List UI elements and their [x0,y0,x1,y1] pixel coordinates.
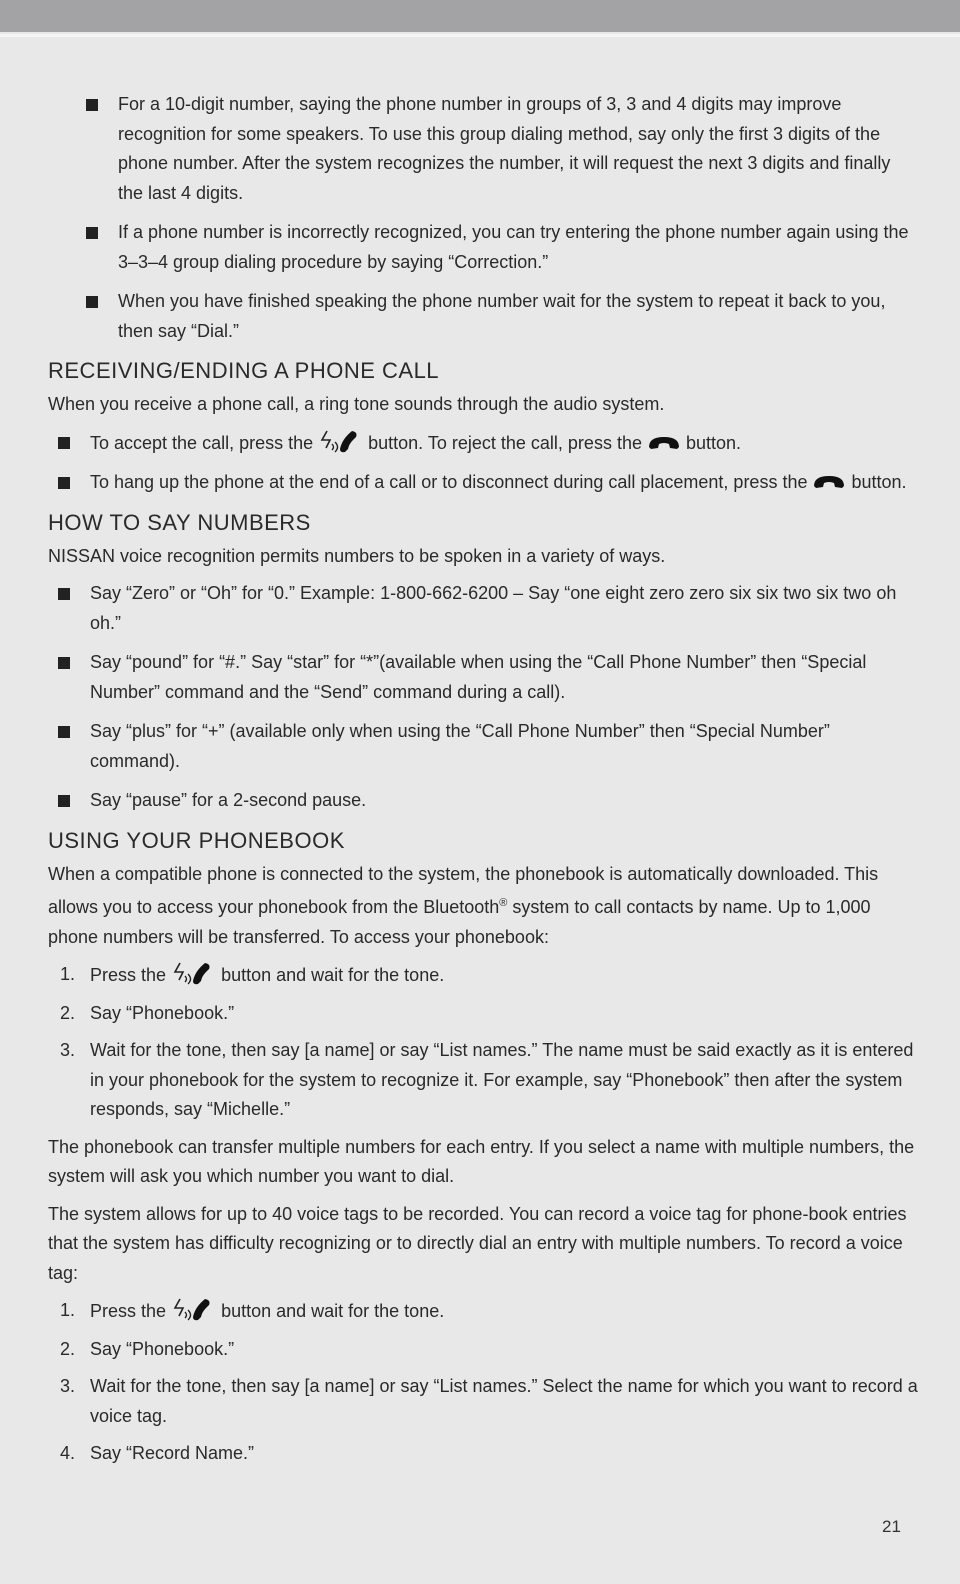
talk-phone-icon [171,1296,221,1322]
bullet-square-icon [86,99,98,111]
phonebook-intro: When a compatible phone is connected to the system, the phonebook is automatically downloaded. This allows you to access your phonebook from the Bluetooth® system to call contacts by name. Up to 1,000 phone numbers will be transferred. To access your phonebook: [48,863,879,947]
end-call-icon [647,433,681,451]
talk-phone-icon [318,428,368,454]
bullet-square-icon [86,227,98,239]
list-item: Say “pause” for a 2-second pause. [48,786,918,816]
step-item: 2. Say “Phonebook.” [60,1338,235,1359]
bullet-square-icon [58,588,70,600]
bullet-square-icon [58,437,70,449]
bullet-square-icon [58,795,70,807]
list-item: To accept the call, press the button. To reject the call, press the button. [48,428,918,459]
header-bar [0,0,960,32]
page-number: 21 [882,1517,901,1536]
step-item: 2. Say “Phonebook.” [60,1002,235,1023]
step-item: 1. Press the button and wait for the tone. [48,960,918,991]
bullet-square-icon [58,657,70,669]
section-heading-numbers: HOW TO SAY NUMBERS [48,509,311,535]
step-item: 4. Say “Record Name.” [60,1443,255,1463]
list-item: Say “pound” for “#.” Say “star” for “*”(available when using the “Call Phone Number” then “Special Number” command and the “Send” command during a call). [48,648,918,707]
list-item: Say “Zero” or “Oh” for “0.” Example: 1-800-662-6200 – Say “one eight zero zero six six two six two oh oh.” [48,579,918,638]
numbers-intro: NISSAN voice recognition permits numbers to be spoken in a variety of ways. [48,545,666,566]
list-item: Say “plus” for “+” (available only when using the “Call Phone Number” then “Special Number” command). [48,717,918,776]
header-rule [0,34,960,37]
phonebook-steps [48,960,918,1125]
step-item: 3. Wait for the tone, then say [a name] or say “List names.” The name must be said exactly as it is entered in your phonebook for the system to recognize it. For example, say “Phonebook” then after the system responds, say “Michelle.” [60,1040,914,1119]
bullet-square-icon [58,726,70,738]
numbers-bullet-list [48,579,918,816]
phonebook-multiple-paragraph: The phonebook can transfer multiple numbers for each entry. If you select a name with multiple numbers, the system will ask you which number you want to dial. [48,1136,915,1186]
receiving-bullet-list [48,428,918,498]
receiving-intro: When you receive a phone call, a ring tone sounds through the audio system. [48,394,665,414]
end-call-icon [812,472,846,490]
phonebook-voice-tag-paragraph: The system allows for up to 40 voice tags to be recorded. You can record a voice tag for phone-book entries that the system has difficulty recognizing or to directly dial an entry with multiple numbers. To record a voice tag: [48,1203,907,1283]
list-item: To hang up the phone at the end of a call or to disconnect during call placement, press the button. [48,468,918,498]
step-item: 1. Press the button and wait for the tone. [48,1296,918,1327]
talk-phone-icon [171,960,221,986]
page-content [48,90,918,1477]
section-heading-phonebook: USING YOUR PHONEBOOK [48,827,345,853]
section-heading-receiving: RECEIVING/ENDING A PHONE CALL [48,358,440,383]
list-item: For a 10-digit number, saying the phone number in groups of 3, 3 and 4 digits may improve recognition for some speakers. To use this group dialing method, say only the first 3 digits of the phone number. After the system recognizes the number, it will request the next 3 digits and finally the last 4 digits. [48,90,918,208]
bullet-square-icon [58,477,70,489]
list-item: If a phone number is incorrectly recognized, you can try entering the phone number again using the 3–3–4 group dialing procedure by saying “Correction.” [48,218,918,277]
bullet-square-icon [86,296,98,308]
step-item: 3. Wait for the tone, then say [a name] or say “List names.” Select the name for which you want to record a voice tag. [60,1376,918,1426]
list-item: When you have finished speaking the phone number wait for the system to repeat it back to you, then say “Dial.” [48,287,918,346]
intro-bullet-list [48,90,918,346]
voice-tag-steps [48,1296,918,1469]
